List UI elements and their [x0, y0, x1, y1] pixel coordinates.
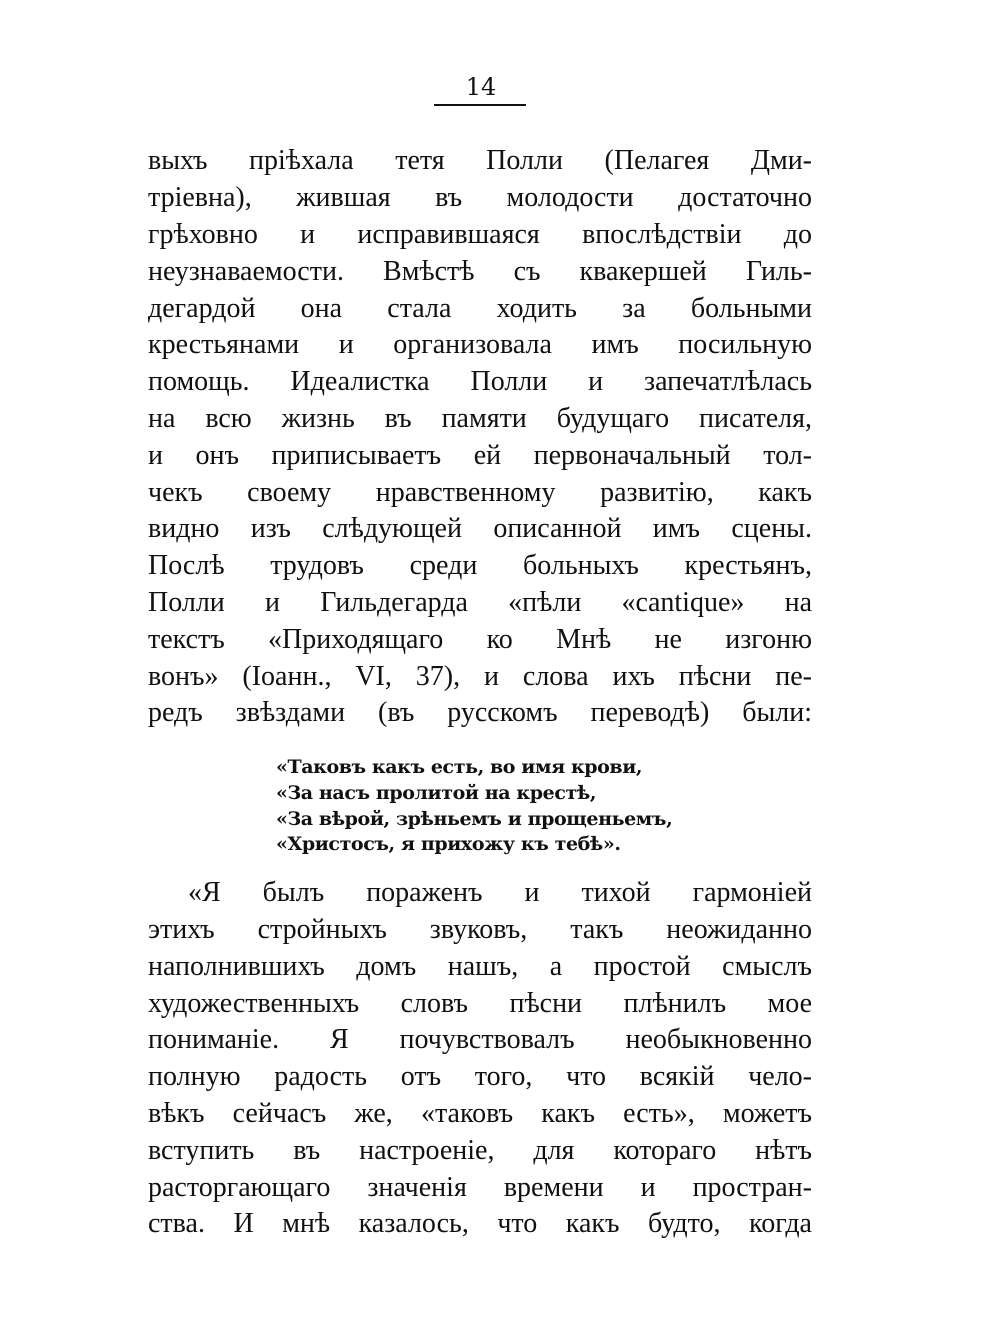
paragraph-2-line: художественныхъ словъ пѣсни плѣнилъ мое — [148, 988, 812, 1019]
verse-line: «За насъ пролитой на крестѣ, — [276, 782, 597, 804]
paragraph-2-line: вѣкъ сейчасъ же, «таковъ какъ есть», можетъ — [148, 1098, 812, 1129]
paragraph-2-line: расторгающаго значенія времени и простран- — [148, 1172, 812, 1203]
paragraph-1-line: Послѣ трудовъ среди больныхъ крестьянъ, — [148, 550, 812, 581]
page-number-rule — [434, 104, 526, 106]
paragraph-1-line: видно изъ слѣдующей описанной имъ сцены. — [148, 513, 812, 544]
paragraph-2-line: ства. И мнѣ казалось, что какъ будто, когда — [148, 1208, 812, 1239]
paragraph-1-line: на всю жизнь въ памяти будущаго писателя, — [148, 403, 812, 434]
paragraph-2-line: «Я былъ пораженъ и тихой гармоніей — [188, 877, 812, 908]
verse-line: «За вѣрой, зрѣньемъ и прощеньемъ, — [276, 808, 673, 830]
paragraph-1-line: дегардой она стала ходить за больными — [148, 293, 812, 324]
paragraph-1-line: неузнаваемости. Вмѣстѣ съ квакершей Гиль- — [148, 256, 812, 287]
paragraph-1-line: крестьянами и организовала имъ посильную — [148, 329, 812, 360]
paragraph-2-line: вступить въ настроеніе, для котораго нѣтъ — [148, 1135, 812, 1166]
paragraph-1-line: вонъ» (Іоанн., VI, 37), и слова ихъ пѣсни пе- — [148, 661, 812, 692]
verse-line: «Христосъ, я прихожу къ тебѣ». — [276, 833, 621, 855]
paragraph-2-line: этихъ стройныхъ звуковъ, такъ неожиданно — [148, 914, 812, 945]
page-number: 14 — [465, 73, 497, 101]
paragraph-1-line: чекъ своему нравственному развитію, какъ — [148, 477, 812, 508]
paragraph-1-line: Полли и Гильдегарда «пѣли «cantique» на — [148, 587, 812, 618]
paragraph-1-line: помощь. Идеалистка Полли и запечатлѣлась — [148, 366, 812, 397]
paragraph-1-line: текстъ «Приходящаго ко Мнѣ не изгоню — [148, 624, 812, 655]
paragraph-1-line: редъ звѣздами (въ русскомъ переводѣ) были: — [148, 697, 812, 728]
paragraph-2-line: наполнившихъ домъ нашъ, а простой смыслъ — [148, 951, 812, 982]
paragraph-2-line: пониманіе. Я почувствовалъ необыкновенно — [148, 1024, 812, 1055]
paragraph-1-line: и онъ приписываетъ ей первоначальный тол- — [148, 440, 812, 471]
paragraph-1-line: грѣховно и исправившаяся впослѣдствіи до — [148, 219, 812, 250]
verse-line: «Таковъ какъ есть, во имя крови, — [276, 756, 643, 778]
paragraph-1-line: выхъ пріѣхала тетя Полли (Пелагея Дми- — [148, 145, 812, 176]
paragraph-2-line: полную радость отъ того, что всякій чело- — [148, 1061, 812, 1092]
paragraph-1-line: тріевна), жившая въ молодости достаточно — [148, 182, 812, 213]
